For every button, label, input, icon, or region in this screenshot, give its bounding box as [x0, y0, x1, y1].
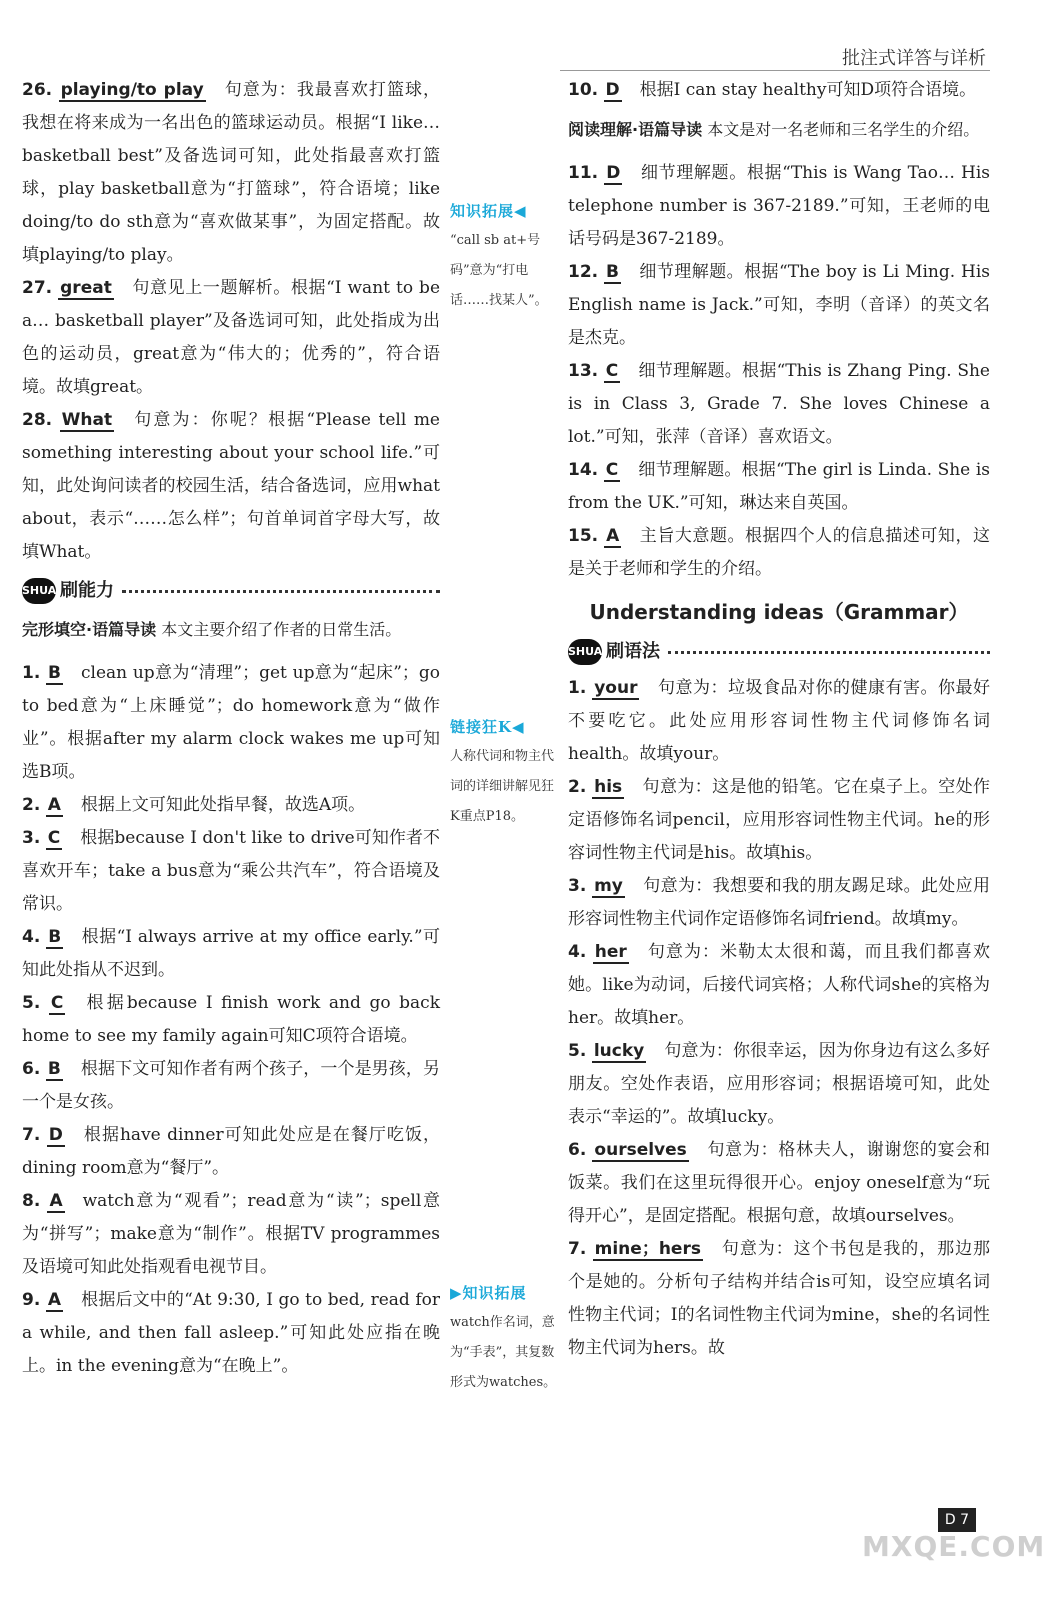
item-number: 1.	[568, 678, 587, 698]
item-explanation: 句意为：你呢？根据“Please tell me something interesting about your school life.”可知，此处询问读者的校园生活，结合备选词，应用what about，表示“……怎么样”；句首单词首字母大写，故填What。	[22, 410, 440, 562]
item-number: 11.	[568, 163, 599, 183]
right-column	[568, 74, 990, 1365]
answer-item	[22, 74, 440, 272]
item-number: 10.	[568, 80, 599, 100]
item-answer: my	[594, 876, 623, 896]
right-bottom-items	[568, 672, 990, 1365]
item-number: 15.	[568, 526, 599, 546]
item-explanation: 细节理解题。根据“The girl is Linda. She is from the UK.”可知，琳达来自英国。	[568, 460, 991, 513]
side-note-text: watch作名词，意为“手表”，其复数形式为watches。	[450, 1315, 557, 1390]
item-number: 7.	[568, 1239, 587, 1259]
side-note-text: “call sb at+号码”意为“打电话……找某人”。	[450, 233, 548, 308]
side-note-3	[450, 1278, 560, 1398]
brush-icon: SHUA	[22, 578, 56, 604]
answer-item	[568, 1035, 990, 1134]
item-number: 4.	[22, 927, 41, 947]
item-explanation: clean up意为“清理”；get up意为“起床”；go to bed意为“上床睡觉”；do homework意为“做作业”。根据after my alarm clock wakes me up可知选B项。	[22, 663, 440, 782]
intro-label: 阅读理解·语篇导读	[568, 120, 703, 139]
item-explanation: 句意为：这是他的铅笔。它在桌子上。空处作定语修饰名词pencil，应用形容词性物主代词。he的形容词性物主代词是his。故填his。	[568, 777, 990, 863]
reading-intro	[568, 113, 990, 147]
answer-item	[568, 454, 990, 520]
item-answer: A	[49, 1191, 63, 1211]
item-answer: her	[594, 942, 627, 962]
item-answer: B	[48, 663, 62, 683]
cloze-intro	[22, 613, 440, 647]
item-explanation: 根据I can stay healthy可知D项符合语境。	[639, 80, 977, 100]
item-explanation: 根据have dinner可知此处应是在餐厅吃饭，dining room意为“餐厅”。	[22, 1125, 441, 1178]
item-answer: B	[48, 927, 62, 947]
item-explanation: 细节理解题。根据“This is Wang Tao… His telephone number is 367-2189.”可知，王老师的电话号码是367-2189。	[568, 163, 990, 249]
item-answer: your	[594, 678, 638, 698]
item-answer: great	[60, 278, 112, 298]
page-header: 批注式详答与详析	[842, 48, 986, 69]
answer-item	[22, 657, 440, 789]
section-shua-nengli	[22, 575, 440, 607]
item-explanation: 根据“I always arrive at my office early.”可知此处指从不迟到。	[22, 927, 440, 980]
item-explanation: 根据because I don't like to drive可知作者不喜欢开车；take a bus意为“乘公共汽车”，符合语境及常识。	[22, 828, 440, 914]
item-number: 3.	[22, 828, 41, 848]
answer-item	[22, 822, 440, 921]
right-top-items	[568, 74, 990, 107]
answer-item	[568, 1233, 990, 1365]
section-title: 刷能力	[60, 580, 114, 601]
answer-item	[22, 789, 440, 822]
item-number: 2.	[22, 795, 41, 815]
left-bottom-items	[22, 657, 440, 1383]
item-answer: mine；hers	[594, 1239, 701, 1259]
answer-item	[568, 1134, 990, 1233]
item-number: 8.	[22, 1191, 41, 1211]
intro-text: 本文主要介绍了作者的日常生活。	[161, 620, 402, 639]
item-explanation: 句意为：垃圾食品对你的健康有害。你最好不要吃它。此处应用形容词性物主代词修饰名词health。故填your。	[568, 678, 990, 764]
answer-item	[22, 1053, 440, 1119]
answer-item	[568, 256, 990, 355]
item-explanation: 主旨大意题。根据四个人的信息描述可知，这是关于老师和学生的介绍。	[568, 526, 991, 579]
answer-item	[22, 272, 440, 404]
side-note-title: 知识拓展◀	[450, 202, 527, 220]
item-answer: What	[61, 410, 113, 430]
item-explanation: 根据后文中的“At 9:30, I go to bed, read for a while, and then fall asleep.”可知此处应指在晚上。in the evening意为“在晚上”。	[22, 1290, 440, 1376]
answer-item	[568, 771, 990, 870]
item-answer: C	[47, 828, 61, 848]
item-number: 6.	[568, 1140, 587, 1160]
item-answer: D	[605, 80, 620, 100]
dotted-divider	[122, 590, 440, 593]
right-mid-items	[568, 157, 990, 586]
answer-item	[568, 870, 990, 936]
item-explanation: 句意见上一题解析。根据“I want to be a… basketball player”及备选词可知，此处指成为出色的运动员，great意为“伟大的；优秀的”，符合语境。故填great。	[22, 278, 441, 397]
watermark: MXQE.COM	[862, 1530, 1046, 1563]
intro-text: 本文是对一名老师和三名学生的介绍。	[707, 120, 980, 139]
item-number: 9.	[22, 1290, 41, 1310]
item-explanation: 根据下文可知作者有两个孩子，一个是男孩，另一个是女孩。	[22, 1059, 441, 1112]
item-answer: A	[47, 1290, 62, 1310]
item-explanation: 句意为：格林夫人，谢谢您的宴会和饭菜。我们在这里玩得很开心。enjoy oneself意为“玩得开心”，是固定搭配。根据句意，故填ourselves。	[568, 1140, 991, 1226]
section-shua-yufa	[568, 636, 990, 668]
item-number: 4.	[568, 942, 587, 962]
item-explanation: 句意为：这个书包是我的，那边那个是她的。分析句子结构并结合is可知，设空应填名词性物主代词；I的名词性物主代词为mine，she的名词性物主代词为hers。故	[568, 1239, 991, 1358]
item-answer: his	[594, 777, 623, 797]
side-note-text: 人称代词和物主代词的详细讲解见狂K重点P18。	[450, 749, 555, 824]
answer-item	[22, 921, 440, 987]
brush-icon: SHUA	[568, 639, 602, 665]
item-number: 2.	[568, 777, 587, 797]
item-explanation: 句意为：我最喜欢打篮球，我想在将来成为一名出色的篮球运动员。根据“I like… basketball best”及备选词可知，此处指最喜欢打篮球，play basketball意为“打篮球”，符合语境；like doing/to do sth意为“喜欢做某事”，为固定搭配。故填playing/to play。	[22, 80, 441, 265]
item-number: 28.	[22, 410, 53, 430]
item-number: 1.	[22, 663, 41, 683]
item-number: 7.	[22, 1125, 41, 1145]
answer-item	[568, 157, 990, 256]
answer-item	[22, 1185, 440, 1284]
item-answer: D	[48, 1125, 63, 1145]
item-answer: C	[605, 460, 619, 480]
item-answer: lucky	[593, 1041, 645, 1061]
item-answer: C	[50, 993, 64, 1013]
answer-item	[22, 404, 440, 569]
header-divider	[560, 70, 990, 71]
dotted-divider	[668, 651, 990, 654]
item-explanation: 句意为：米勒太太很和蔼，而且我们都喜欢她。like为动词，后接代词宾格；人称代词she的宾格为her。故填her。	[568, 942, 990, 1028]
item-explanation: 句意为：你很幸运，因为你身边有这么多好朋友。空处作表语，应用形容词；根据语境可知，此处表示“幸运的”。故填lucky。	[568, 1041, 991, 1127]
item-number: 26.	[22, 80, 53, 100]
answer-item	[22, 1119, 440, 1185]
side-note-2	[450, 712, 560, 832]
page-number: D 7	[938, 1508, 976, 1532]
item-number: 12.	[568, 262, 599, 282]
grammar-heading: Understanding ideas（Grammar）	[589, 600, 969, 624]
item-answer: A	[606, 526, 620, 546]
item-answer: playing/to play	[60, 80, 204, 100]
item-explanation: 根据上文可知此处指早餐，故选A项。	[80, 795, 366, 815]
item-answer: B	[47, 1059, 61, 1079]
answer-item	[22, 987, 440, 1053]
item-answer: D	[606, 163, 621, 183]
left-column	[22, 74, 440, 1383]
item-explanation: 细节理解题。根据“This is Zhang Ping. She is in Class 3, Grade 7. She loves Chinese a lot.”可知，张萍（音译）喜欢语文。	[568, 361, 990, 447]
item-answer: ourselves	[594, 1140, 687, 1160]
item-answer: A	[47, 795, 61, 815]
item-number: 14.	[568, 460, 599, 480]
side-note-title: ▶知识拓展	[450, 1284, 527, 1302]
item-number: 3.	[568, 876, 587, 896]
side-note-1	[450, 196, 560, 316]
item-number: 5.	[568, 1041, 587, 1061]
item-number: 27.	[22, 278, 53, 298]
section-title: 刷语法	[606, 641, 660, 662]
left-top-items	[22, 74, 440, 569]
item-number: 6.	[22, 1059, 41, 1079]
item-number: 13.	[568, 361, 599, 381]
side-note-title: 链接狂K◀	[450, 718, 525, 736]
intro-label: 完形填空·语篇导读	[22, 620, 157, 639]
item-number: 5.	[22, 993, 41, 1013]
item-answer: B	[605, 262, 619, 282]
item-explanation: 细节理解题。根据“The boy is Li Ming. His English name is Jack.”可知，李明（音译）的英文名是杰克。	[568, 262, 990, 348]
answer-item	[568, 520, 990, 586]
answer-item	[568, 936, 990, 1035]
answer-item	[568, 672, 990, 771]
item-explanation: watch意为“观看”；read意为“读”；spell意为“拼写”；make意为“制作”。根据TV programmes及语境可知此处指观看电视节目。	[22, 1191, 441, 1277]
item-explanation: 句意为：我想要和我的朋友踢足球。此处应用形容词性物主代词作定语修饰名词friend。故填my。	[568, 876, 991, 929]
answer-item	[22, 1284, 440, 1383]
item-explanation: 根据because I finish work and go back home to see my family again可知C项符合语境。	[22, 993, 440, 1046]
answer-item	[568, 355, 990, 454]
item-answer: C	[605, 361, 619, 381]
answer-item	[568, 74, 990, 107]
